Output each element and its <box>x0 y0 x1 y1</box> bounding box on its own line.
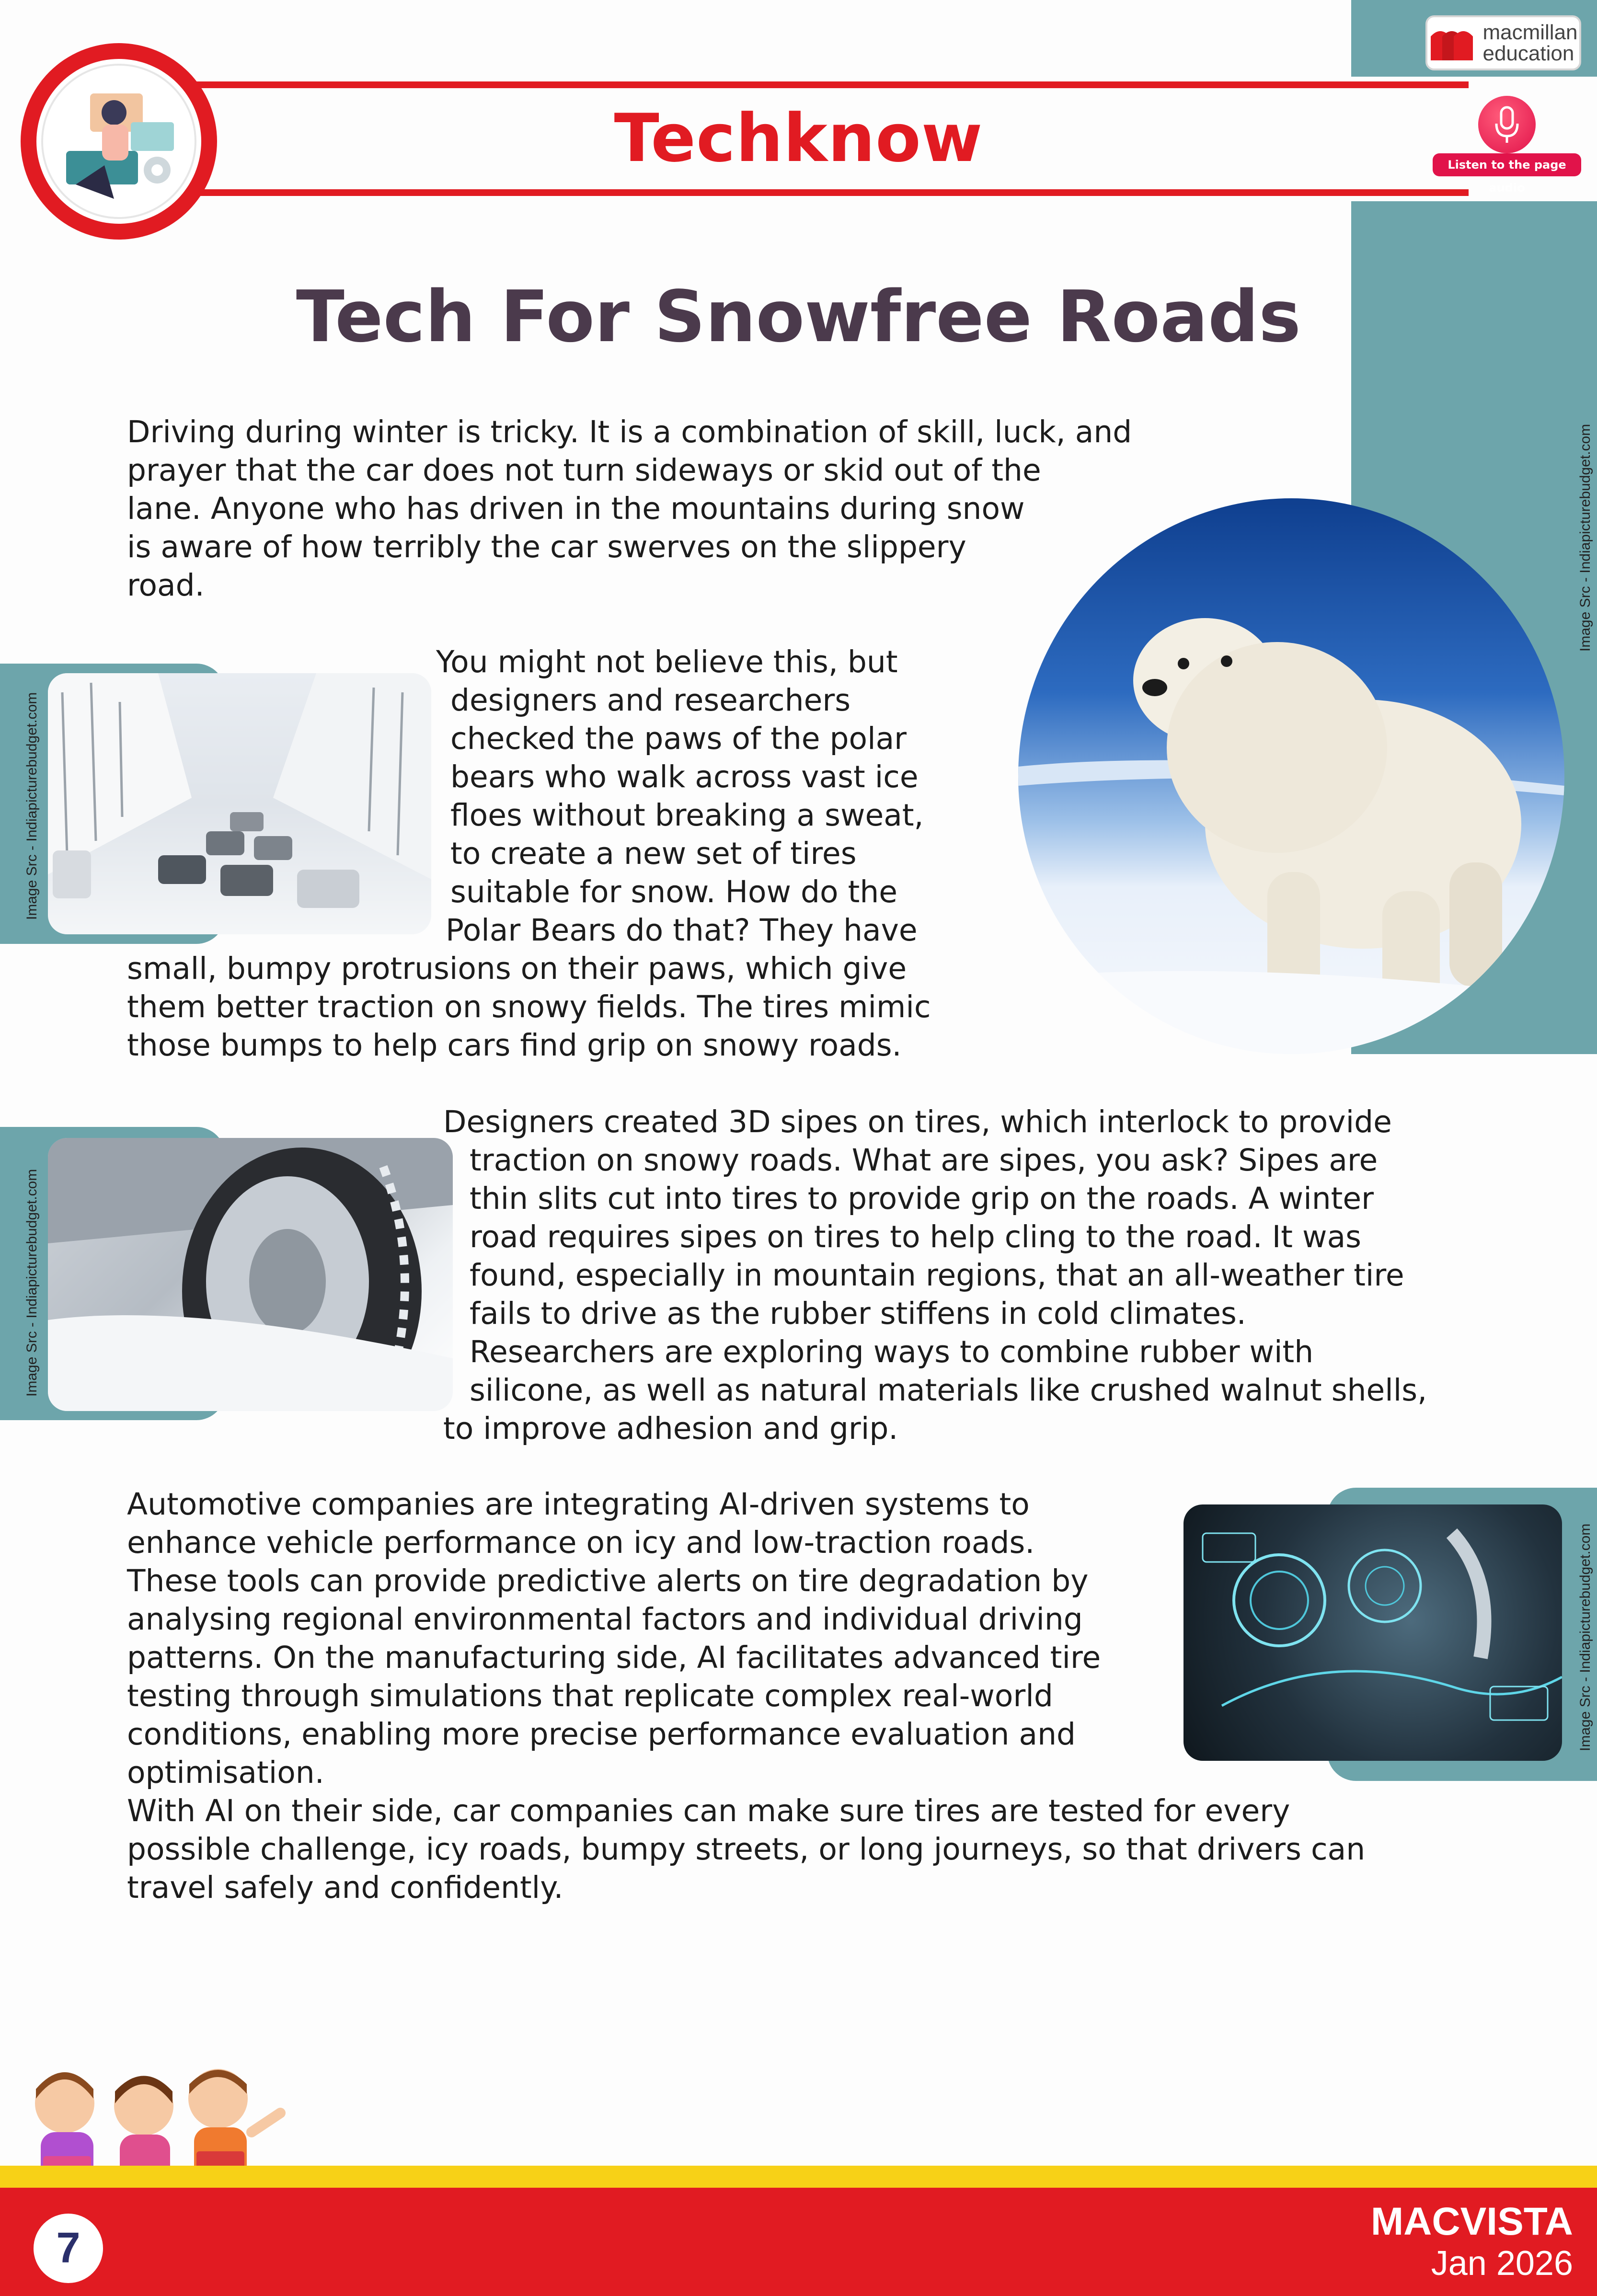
text-line: those bumps to help cars find grip on snowy roads. <box>127 1028 902 1063</box>
text-line: to create a new set of tires <box>450 836 857 871</box>
text-line: small, bumpy protrusions on their paws, which give <box>127 951 907 986</box>
text-line: Automotive companies are integrating AI-driven systems to <box>127 1487 1030 1522</box>
text-line: possible challenge, icy roads, bumpy streets, or long journeys, so that drivers can <box>127 1832 1366 1867</box>
text-line: travel safely and confidently. <box>127 1870 563 1905</box>
image-credit: Image Src - Indiapicturebudget.com <box>24 692 40 920</box>
text-line: floes without breaking a sweat, <box>450 798 924 833</box>
text-line: designers and researchers <box>450 683 851 718</box>
text-line: testing through simulations that replicate complex real-world <box>127 1678 1053 1713</box>
text-line: prayer that the car does not turn sideways or skid out of the <box>127 453 1041 488</box>
polar-bear-photo <box>1018 498 1564 1054</box>
text-line: optimisation. <box>127 1755 324 1790</box>
text-line: suitable for snow. How do the <box>450 874 898 909</box>
text-line: With AI on their side, car companies can make sure tires are tested for every <box>127 1793 1290 1828</box>
text-line: is aware of how terribly the car swerves on the slippery <box>127 529 966 564</box>
text-line: patterns. On the manufacturing side, AI facilitates advanced tire <box>127 1640 1101 1675</box>
macmillan-logo-icon <box>1429 24 1475 62</box>
microphone-icon <box>1478 96 1536 153</box>
text-line: conditions, enabling more precise performance evaluation and <box>127 1717 1076 1752</box>
text-line: Driving during winter is tricky. It is a combination of skill, luck, and <box>127 414 1132 449</box>
section-title: Techknow <box>614 100 983 177</box>
text-line: traction on snowy roads. What are sipes, you ask? Sipes are <box>470 1143 1378 1178</box>
text-line: lane. Anyone who has driven in the mountains during snow <box>127 491 1025 526</box>
header-line-top <box>144 81 1469 88</box>
snow-tire-photo <box>48 1138 453 1411</box>
paragraph-intro <box>127 413 1132 605</box>
brand-logo[interactable] <box>1425 15 1581 70</box>
text-line: bears who walk across vast ice <box>450 759 919 794</box>
text-line: them better traction on snowy fields. The tires mimic <box>127 989 931 1024</box>
text-line: Researchers are exploring ways to combine rubber with <box>470 1334 1314 1369</box>
brand-line-1: macmillan <box>1482 20 1578 44</box>
text-line: road. <box>127 568 205 603</box>
text-line: These tools can provide predictive alerts on tire degradation by <box>127 1563 1089 1598</box>
brand-line-2: education <box>1482 41 1574 65</box>
text-line: thin slits cut into tires to provide grip on the roads. A winter <box>470 1181 1374 1216</box>
image-credit: Image Src - Indiapicturebudget.com <box>1577 1523 1593 1751</box>
ai-dashboard-photo <box>1183 1504 1562 1761</box>
text-line: found, especially in mountain regions, that an all-weather tire <box>470 1258 1404 1293</box>
text-line: to improve adhesion and grip. <box>443 1411 898 1446</box>
header-line-bottom <box>144 189 1469 196</box>
article-title: Tech For Snowfree Roads <box>296 276 1301 358</box>
text-line: You might not believe this, but <box>436 644 898 679</box>
footer-yellow-band <box>0 2166 1597 2188</box>
audio-label: Listen to the page audio <box>1433 153 1581 176</box>
magazine-name: MACVISTA <box>1370 2200 1573 2243</box>
page-number: 7 <box>34 2214 103 2283</box>
paragraph-sipes <box>443 1103 1427 1448</box>
paragraph-polar-bears-continued <box>127 950 931 1065</box>
text-line: Polar Bears do that? They have <box>446 913 918 948</box>
paragraph-polar-bears <box>436 643 924 950</box>
text-line: enhance vehicle performance on icy and low-traction roads. <box>127 1525 1035 1560</box>
techknow-badge-icon <box>18 41 219 242</box>
footer-red-band <box>0 2188 1597 2296</box>
text-line: road requires sipes on tires to help cling to the road. It was <box>470 1219 1361 1254</box>
text-line: analysing regional environmental factors and individual driving <box>127 1602 1083 1637</box>
image-credit: Image Src - Indiapicturebudget.com <box>24 1169 40 1397</box>
listen-audio-button[interactable] <box>1433 96 1581 195</box>
text-line: silicone, as well as natural materials like crushed walnut shells, <box>470 1373 1427 1408</box>
paragraph-conclusion <box>127 1792 1365 1907</box>
text-line: checked the paws of the polar <box>450 721 907 756</box>
image-credit: Image Src - Indiapicturebudget.com <box>1577 424 1593 652</box>
paragraph-ai-systems <box>127 1485 1101 1792</box>
issue-date: Jan 2026 <box>1431 2244 1573 2283</box>
text-line: Designers created 3D sipes on tires, which interlock to provide <box>443 1104 1392 1139</box>
text-line: fails to drive as the rubber stiffens in cold climates. <box>470 1296 1246 1331</box>
snowy-road-photo <box>48 673 431 934</box>
